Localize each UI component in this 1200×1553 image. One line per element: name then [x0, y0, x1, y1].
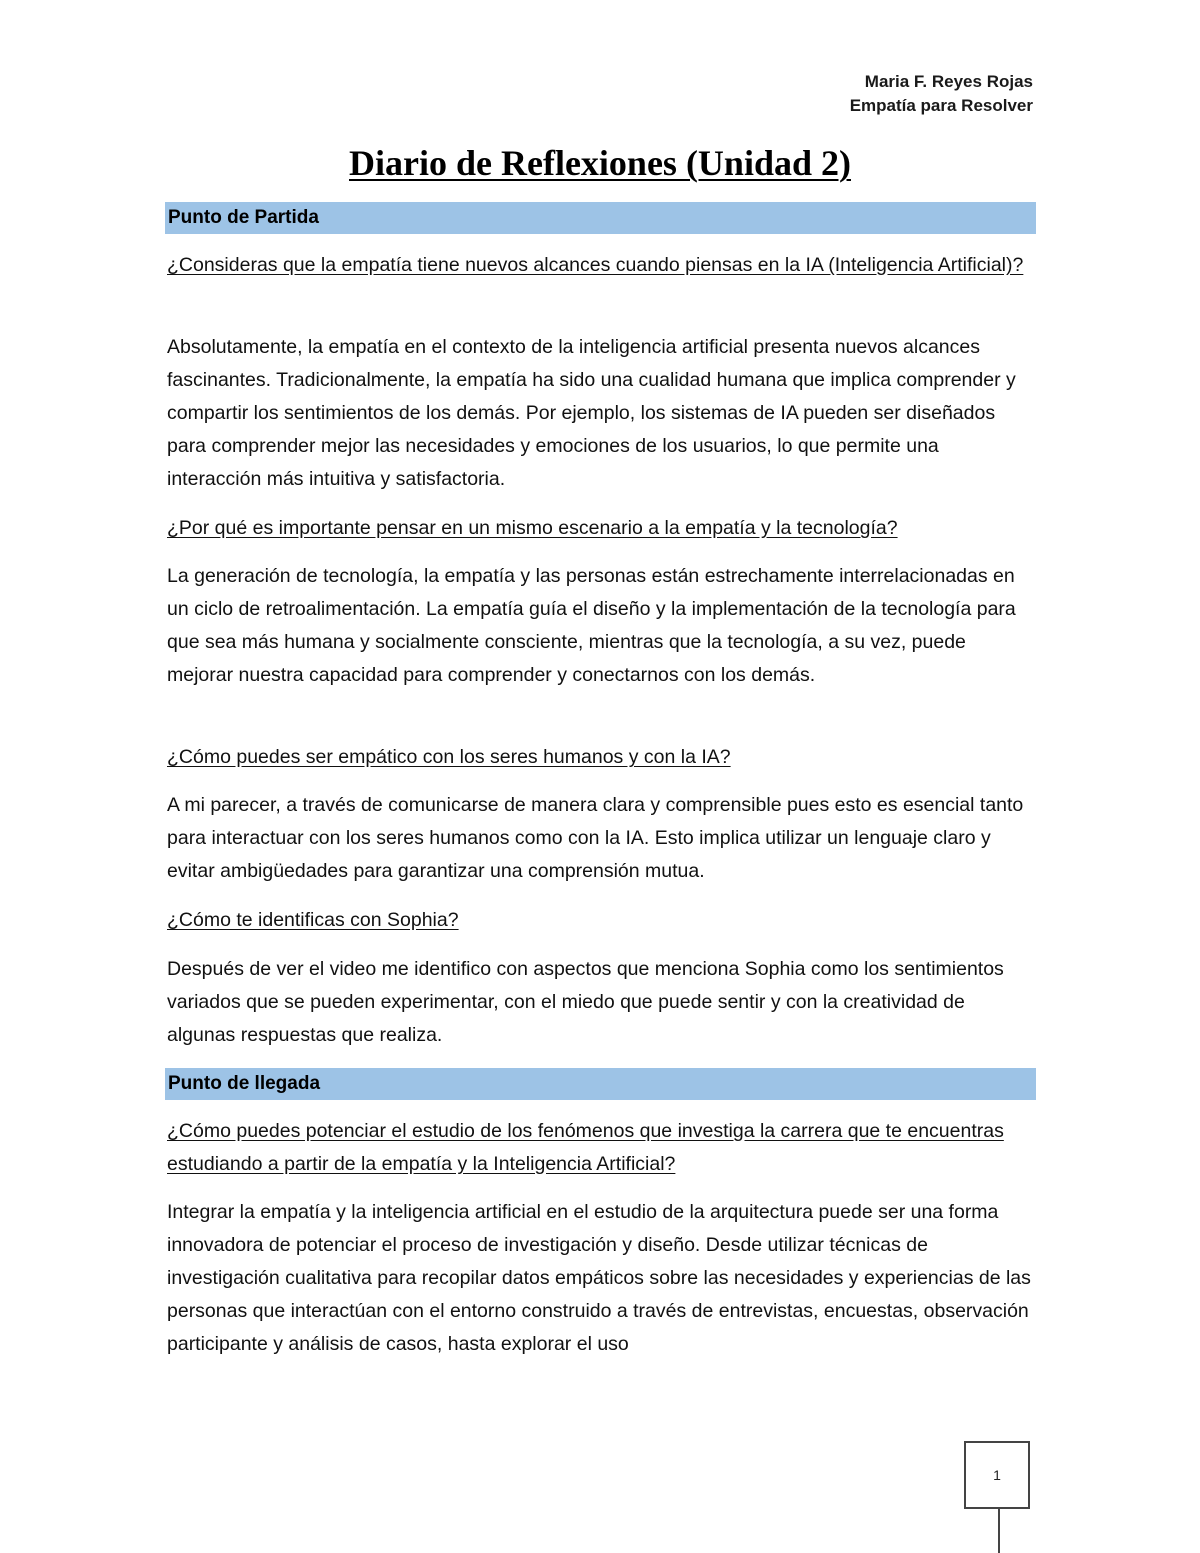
answer-2: La generación de tecnología, la empatía y las personas están estrechamente interrelacionadas en un ciclo de retroalimentación. La empatía guía el diseño y la implementación de la tecnología para que sea más humana y socialmente consciente, mientras que la tecnología, a su vez, puede mejorar nuestra capacidad para comprender y conectarnos con los demás.	[167, 565, 1016, 686]
question-1: ¿Consideras que la empatía tiene nuevos alcances cuando piensas en la IA (Inteligencia Artificial)?	[167, 254, 1024, 276]
page-header	[850, 70, 1033, 118]
answer-5: Integrar la empatía y la inteligencia artificial en el estudio de la arquitectura puede ser una forma innovadora de potenciar el proceso de investigación y diseño. Desde utilizar técnicas de investigación cualitativa para recopilar datos empáticos sobre las necesidades y experiencias de las personas que interactúan con el entorno construido a través de entrevistas, encuestas, observación participante y análisis de casos, hasta explorar el uso	[167, 1201, 1031, 1355]
section-heading-punto-de-llegada: Punto de llegada	[165, 1068, 1036, 1100]
question-5: ¿Cómo puedes potenciar el estudio de los fenómenos que investiga la carrera que te encuentras estudiando a partir de la empatía y la Inteligencia Artificial?	[167, 1120, 1004, 1175]
header-course: Empatía para Resolver	[849, 96, 1033, 115]
question-2: ¿Por qué es importante pensar en un mismo escenario a la empatía y la tecnología?	[167, 517, 898, 539]
header-author: Maria F. Reyes Rojas	[864, 72, 1033, 91]
answer-1: Absolutamente, la empatía en el contexto de la inteligencia artificial presenta nuevos alcances fascinantes. Tradicionalmente, la empatía ha sido una cualidad humana que implica comprender y compartir los sentimientos de los demás. Por ejemplo, los sistemas de IA pueden ser diseñados para comprender mejor las necesidades y emociones de los usuarios, lo que permite una interacción más intuitiva y satisfactoria.	[167, 336, 1016, 490]
page-number: 1	[993, 1467, 1001, 1483]
question-3: ¿Cómo puedes ser empático con los seres humanos y con la IA?	[167, 746, 731, 768]
answer-3: A mi parecer, a través de comunicarse de manera clara y comprensible pues esto es esencial tanto para interactuar con los seres humanos como con la IA. Esto implica utilizar un lenguaje claro y evitar ambigüedades para garantizar una comprensión mutua.	[167, 794, 1024, 882]
page-number-box	[964, 1441, 1030, 1509]
question-4: ¿Cómo te identificas con Sophia?	[167, 909, 459, 931]
section-heading-punto-de-partida: Punto de Partida	[165, 202, 1036, 234]
answer-4: Después de ver el video me identifico con aspectos que menciona Sophia como los sentimientos variados que se pueden experimentar, con el miedo que puede sentir y con la creatividad de algunas respuestas que realiza.	[167, 958, 1004, 1046]
document-title: Diario de Reflexiones (Unidad 2)	[349, 143, 851, 183]
page-number-connector-line	[998, 1509, 1000, 1553]
